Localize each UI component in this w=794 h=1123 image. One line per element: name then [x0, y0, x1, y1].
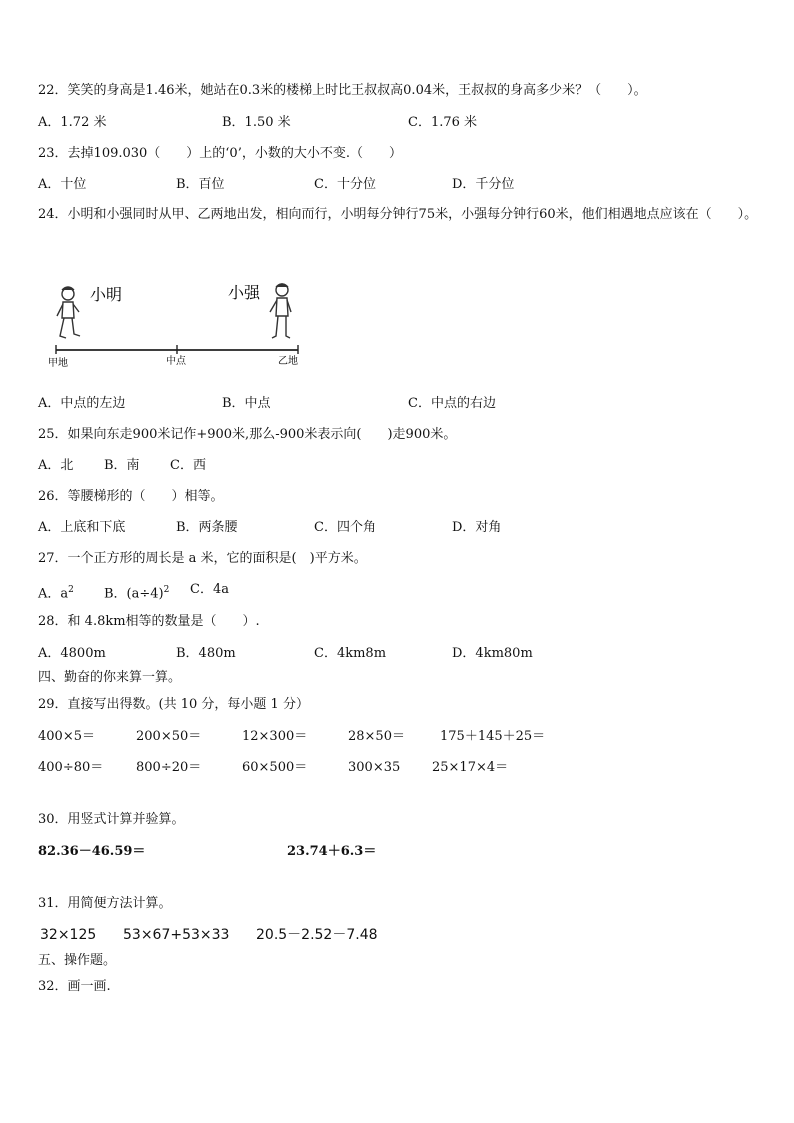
q29-item: 25×17×4＝ — [432, 760, 509, 775]
q23-option-c: C．十分位 — [314, 177, 376, 192]
q26-option-a: A．上底和下底 — [38, 520, 126, 535]
q23-option-d: D．千分位 — [452, 177, 515, 192]
q29-item: 200×50＝ — [136, 729, 202, 744]
q24-option-c: C．中点的右边 — [408, 396, 496, 411]
q22-option-c: C．1.76 米 — [408, 115, 478, 130]
question-25-stem: 25．如果向东走900米记作+900米,那么-900米表示向( )走900米。 — [38, 427, 457, 442]
label-jia: 甲地 — [48, 358, 68, 369]
name-xiaoqiang: 小强 — [228, 283, 261, 302]
q26-option-d: D．对角 — [452, 520, 502, 535]
question-22-stem: 22．笑笑的身高是1.46米，她站在0.3米的楼梯上时比王叔叔高0.04米，王叔叔的身高多少米？（ ）。 — [38, 83, 647, 98]
label-yi: 乙地 — [278, 356, 298, 367]
q29-item: 300×35 — [348, 760, 401, 775]
q30-item: 82.36－46.59＝ — [38, 844, 146, 859]
q24-figure — [46, 276, 306, 372]
q26-option-c: C．四个角 — [314, 520, 376, 535]
section-4-heading: 四、勤奋的你来算一算。 — [38, 670, 182, 685]
q29-item: 400×5＝ — [38, 729, 95, 744]
q29-item: 12×300＝ — [242, 729, 308, 744]
name-xiaoming: 小明 — [90, 285, 123, 304]
q22-option-a: A．1.72 米 — [38, 115, 107, 130]
q27-option-c: C．4a — [190, 582, 229, 597]
question-29-stem: 29．直接写出得数。(共 10 分，每小题 1 分） — [38, 697, 309, 712]
label-midpoint: 中点 — [166, 356, 186, 367]
q29-item: 60×500＝ — [242, 760, 308, 775]
question-27-stem: 27．一个正方形的周长是 a 米，它的面积是( )平方米。 — [38, 551, 367, 566]
q31-item: 32×125 — [40, 927, 97, 943]
q22-option-b: B．1.50 米 — [222, 115, 291, 130]
q24-option-a: A．中点的左边 — [38, 396, 126, 411]
q29-item: 800÷20＝ — [136, 760, 202, 775]
q29-item: 28×50＝ — [348, 729, 405, 744]
q26-option-b: B．两条腰 — [176, 520, 238, 535]
question-24-stem: 24．小明和小强同时从甲、乙两地出发，相向而行，小明每分钟行75米，小强每分钟行60米，他们相遇地点应该在（ ）。 — [38, 207, 758, 222]
q23-option-a: A．十位 — [38, 177, 87, 192]
q27-option-a: A．$a^2$ — [38, 585, 74, 602]
q29-item: 400÷80＝ — [38, 760, 104, 775]
question-31-stem: 31．用简便方法计算。 — [38, 896, 172, 911]
boy-left-icon — [57, 287, 80, 338]
q23-option-b: B．百位 — [176, 177, 225, 192]
q25-option-a: A．北 — [38, 458, 74, 473]
question-32-stem: 32．画一画. — [38, 979, 111, 994]
question-30-stem: 30．用竖式计算并验算。 — [38, 812, 185, 827]
q28-option-b: B．480m — [176, 646, 236, 661]
q31-item: 53×67+53×33 — [123, 927, 230, 943]
boy-right-icon — [270, 284, 291, 338]
q29-item: 175＋145＋25＝ — [440, 729, 546, 744]
question-28-stem: 28．和 4.8km相等的数量是（ ）. — [38, 614, 260, 629]
q27-option-b: B．$(a\div 4)^2$ — [104, 585, 170, 602]
q25-option-b: B．南 — [104, 458, 140, 473]
q28-option-d: D．4km80m — [452, 646, 533, 661]
q28-option-a: A．4800m — [38, 646, 106, 661]
q25-option-c: C．西 — [170, 458, 206, 473]
q24-option-b: B．中点 — [222, 396, 271, 411]
question-26-stem: 26．等腰梯形的（ ）相等。 — [38, 489, 224, 504]
question-23-stem: 23．去掉109.030（ ）上的‘0’，小数的大小不变.（ ） — [38, 146, 402, 161]
q28-option-c: C．4km8m — [314, 646, 387, 661]
q31-item: 20.5－2.52－7.48 — [256, 927, 378, 943]
section-5-heading: 五、操作题。 — [38, 953, 117, 968]
q30-item: 23.74＋6.3＝ — [287, 844, 377, 859]
